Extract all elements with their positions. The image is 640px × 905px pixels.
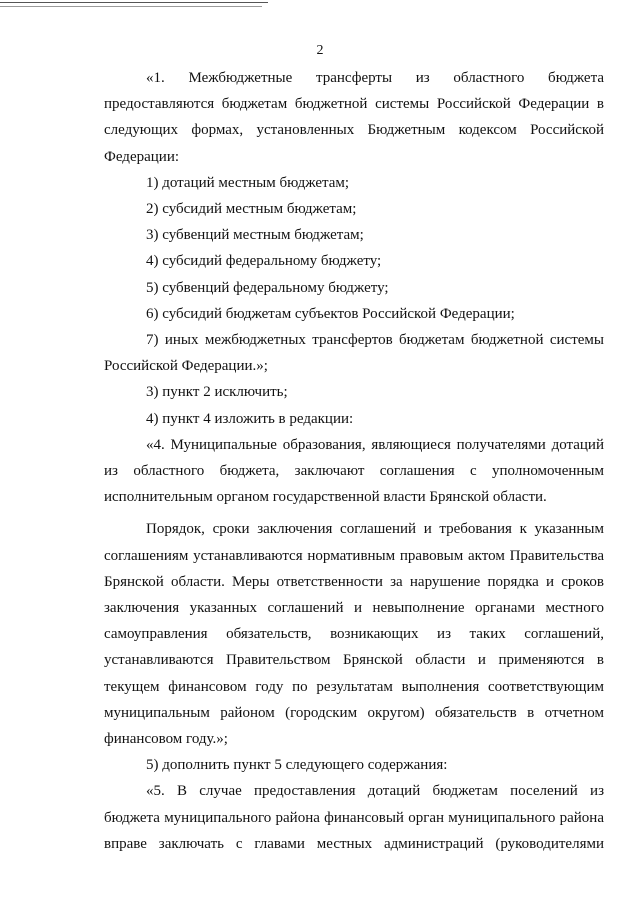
paragraph-transfers-intro: «1. Межбюджетные трансферты из областного бюджета предоставляются бюджетам бюджетной системы Российской Федерации в следующих формах, установленных Бюджетным кодексом Российской Федерации:: [104, 70, 604, 165]
header-rule: [0, 2, 268, 3]
list-item-4: 4) субсидий федеральному бюджету;: [146, 253, 382, 270]
paragraph-point-4: «4. Муниципальные образования, являющиеся получателями дотаций из областного бюджета, заключают соглашения с уполномоченным исполнительным органом государственной власти Брянской области.: [104, 436, 604, 506]
list-item-2: 2) субсидий местным бюджетам;: [146, 201, 357, 218]
paragraph-procedure: Порядок, сроки заключения соглашений и требования к указанным соглашениям устанавливаются нормативным правовым актом Правительства Брянской области. Меры ответственности за нарушение порядка и сроков заключения указанных соглашений и невыполнение органами местного самоуправления обязательств, возникающих из таких соглашений, устанавливаются Правительством Брянской области и применяются в текущем финансовом году по результатам выполнения соответствующим муниципальным районом (городским округом) обязательств в отчетном финансовом году.»;: [104, 521, 604, 748]
document-body: [104, 65, 604, 857]
amendment-3: 3) пункт 2 исключить;: [146, 384, 288, 401]
paragraph-point-5: «5. В случае предоставления дотаций бюджетам поселений из бюджета муниципального района финансовый орган муниципального района вправе заключать с главами местных администраций (руководителями: [104, 783, 604, 852]
list-item-1: 1) дотаций местным бюджетам;: [146, 174, 350, 191]
header-rule-secondary: [0, 6, 262, 7]
list-item-5: 5) субвенций федеральному бюджету;: [146, 279, 389, 296]
list-item-6: 6) субсидий бюджетам субъектов Российской Федерации;: [146, 305, 515, 322]
list-item-3: 3) субвенций местным бюджетам;: [146, 227, 364, 244]
amendment-5: 5) дополнить пункт 5 следующего содержания:: [146, 757, 448, 774]
page-number: 2: [316, 43, 324, 58]
amendment-4: 4) пункт 4 изложить в редакции:: [146, 410, 354, 427]
list-item-7: 7) иных межбюджетных трансфертов бюджетам бюджетной системы Российской Федерации.»;: [104, 332, 604, 375]
